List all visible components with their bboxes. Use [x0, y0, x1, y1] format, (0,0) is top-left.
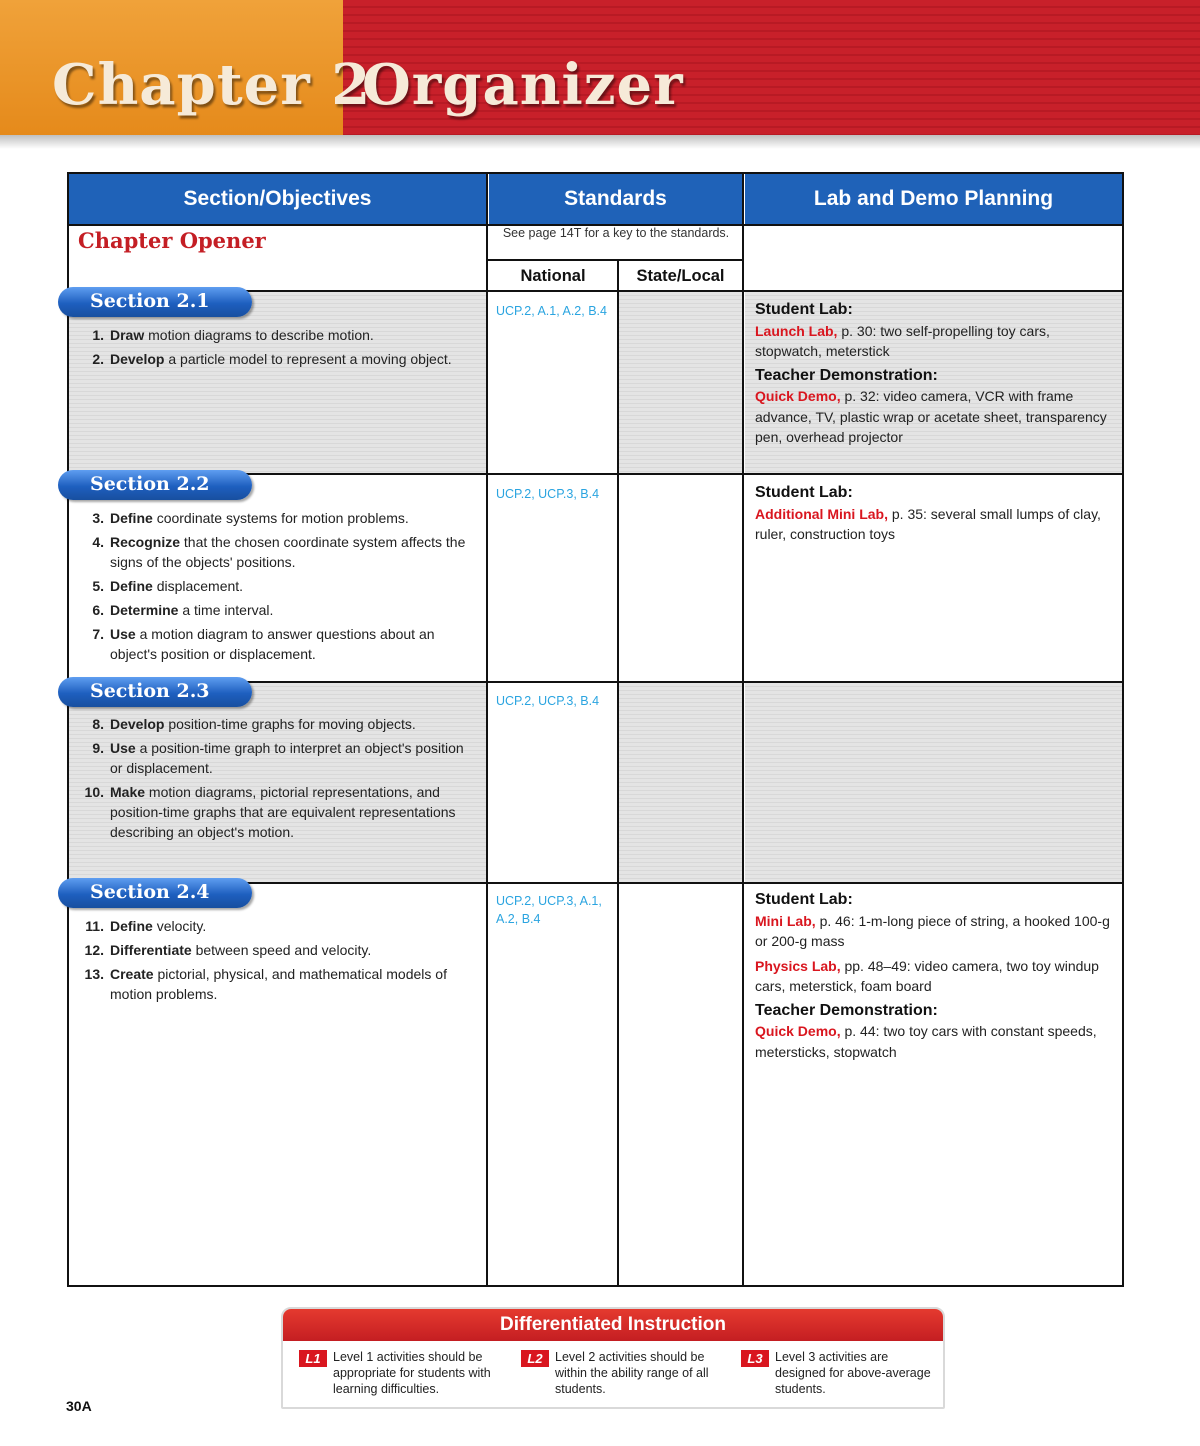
column-header-lab: Lab and Demo Planning	[745, 174, 1122, 224]
objective	[76, 940, 476, 960]
lab-heading: Student Lab:	[755, 301, 853, 318]
objective-verb: Define	[110, 578, 153, 594]
chapter-opener-label: Chapter Opener	[78, 228, 266, 253]
objective-number: 9.	[92, 740, 104, 756]
objective-text: a time interval.	[182, 602, 274, 618]
objective-verb: Define	[110, 510, 153, 526]
objective-text: a motion diagram to answer questions about an object's position or displacement.	[110, 626, 435, 662]
objective-number: 8.	[92, 716, 104, 732]
objective-text: between speed and velocity.	[195, 942, 372, 958]
lab-item	[755, 956, 1115, 997]
lab-text: p. 32: video camera, VCR with frame advance, TV, plastic wrap or acetate sheet, transparency pen, overhead projector	[755, 388, 1107, 445]
chapter-banner	[0, 0, 1200, 135]
lab-name: Quick Demo,	[755, 1023, 841, 1039]
level-3-badge: L3	[741, 1350, 769, 1367]
level-3-note	[741, 1349, 941, 1397]
objective-text: coordinate systems for motion problems.	[156, 510, 409, 526]
level-2-text: Level 2 activities should be within the ability range of all students.	[555, 1350, 709, 1396]
objective-verb: Develop	[110, 716, 165, 732]
objective-text: position-time graphs for moving objects.	[168, 716, 416, 732]
lab-item	[755, 321, 1115, 362]
objective-list	[76, 325, 476, 373]
objective-number: 5.	[92, 578, 104, 594]
differentiated-instruction-title: Differentiated Instruction	[283, 1309, 943, 1341]
objective-list	[76, 714, 476, 846]
subcolumn-national: National	[520, 266, 586, 285]
level-1-text: Level 1 activities should be appropriate for students with learning difficulties.	[333, 1350, 491, 1396]
national-standards: UCP.2, UCP.3, B.4	[496, 487, 600, 501]
subheader-divider	[488, 259, 743, 261]
objective-verb: Determine	[110, 602, 179, 618]
objective-text: pictorial, physical, and mathematical models of motion problems.	[110, 966, 447, 1002]
objective-number: 12.	[84, 942, 104, 958]
section-pill	[58, 470, 252, 500]
objective	[76, 600, 476, 620]
column-divider	[742, 172, 744, 1287]
column-header-section: Section/Objectives	[69, 174, 486, 224]
objective	[76, 624, 476, 664]
objective-number: 1.	[92, 327, 104, 343]
column-header-standards: Standards	[489, 174, 742, 224]
section-pill	[58, 677, 252, 707]
objective-number: 7.	[92, 626, 104, 642]
lab-text: p. 30: two self-propelling toy cars, stopwatch, meterstick	[755, 322, 1050, 359]
objective-text: a particle model to represent a moving object.	[168, 351, 452, 367]
subcolumn-divider	[617, 260, 619, 1287]
lab-name: Additional Mini Lab,	[755, 505, 888, 522]
lab-item	[755, 911, 1115, 952]
lab-heading: Teacher Demonstration:	[755, 366, 938, 384]
banner-title: Organizer	[362, 52, 684, 118]
national-standards: UCP.2, UCP.3, A.1, A.2, B.4	[496, 894, 602, 926]
national-standards: UCP.2, A.1, A.2, B.4	[496, 304, 607, 318]
lab-name: Mini Lab,	[755, 912, 816, 929]
lab-heading: Teacher Demonstration:	[755, 1001, 938, 1019]
objective-text: a position-time graph to interpret an object's position or displacement.	[110, 740, 464, 776]
objective-text: that the chosen coordinate system affects the signs of the objects' positions.	[110, 534, 466, 570]
objective	[76, 325, 476, 345]
objective-verb: Recognize	[110, 534, 181, 550]
level-1-badge: L1	[299, 1350, 327, 1367]
objective-verb: Differentiate	[110, 942, 192, 958]
objective-text: motion diagrams to describe motion.	[148, 327, 374, 343]
objective-verb: Use	[110, 740, 136, 756]
objective	[76, 714, 476, 734]
lab-name: Quick Demo,	[755, 388, 841, 404]
objective	[76, 576, 476, 596]
subcolumn-state-local: State/Local	[636, 266, 725, 285]
objective-text: displacement.	[156, 578, 244, 594]
lab-text: p. 35: several small lumps of clay, ruler, construction toys	[755, 505, 1101, 542]
objective-number: 2.	[92, 351, 104, 367]
standards-key-note: See page 14T for a key to the standards.	[502, 226, 730, 240]
objective	[76, 782, 476, 842]
section-label: Section 2.2	[90, 473, 210, 495]
national-standards: UCP.2, UCP.3, B.4	[496, 694, 600, 708]
objective	[76, 349, 476, 369]
objective-number: 3.	[92, 510, 104, 526]
objective-list	[76, 508, 476, 668]
banner-shadow	[0, 135, 1200, 149]
objective	[76, 964, 476, 1004]
column-divider	[486, 172, 488, 1287]
objective-verb: Make	[110, 784, 146, 800]
objective	[76, 738, 476, 778]
level-1-note	[299, 1349, 499, 1397]
section-label: Section 2.1	[90, 290, 210, 312]
lab-text: p. 46: 1-m-long piece of string, a hooked 100-g or 200-g mass	[755, 912, 1110, 949]
objective-number: 13.	[84, 966, 104, 982]
objective-number: 4.	[92, 534, 104, 550]
level-2-badge: L2	[521, 1350, 549, 1367]
objective-verb: Define	[110, 918, 153, 934]
lab-planning	[755, 479, 1115, 549]
lab-name: Physics Lab,	[755, 957, 841, 974]
level-2-note	[521, 1349, 721, 1397]
section-label: Section 2.4	[90, 881, 210, 903]
objective-number: 6.	[92, 602, 104, 618]
lab-text: p. 44: two toy cars with constant speeds, metersticks, stopwatch	[755, 1023, 1097, 1060]
objective-number: 11.	[85, 918, 104, 934]
lab-heading: Student Lab:	[755, 484, 853, 501]
objective-text: motion diagrams, pictorial representations, and position-time graphs that are equivalent representations describing an object's motion.	[110, 784, 456, 840]
section-label: Section 2.3	[90, 680, 210, 702]
section-pill	[58, 878, 252, 908]
lab-name: Launch Lab,	[755, 322, 838, 339]
objective-number: 10.	[84, 784, 104, 800]
lab-item	[755, 1021, 1115, 1062]
banner-chapter-label: Chapter 2	[52, 52, 372, 118]
section-pill	[58, 287, 252, 317]
lab-item	[755, 504, 1115, 545]
objective	[76, 532, 476, 572]
lab-planning	[755, 296, 1115, 452]
page-number: 30A	[66, 1398, 92, 1414]
objective	[76, 916, 476, 936]
lab-planning	[755, 886, 1115, 1066]
level-3-text: Level 3 activities are designed for above-average students.	[775, 1350, 931, 1396]
objective-verb: Create	[110, 966, 154, 982]
objective-verb: Draw	[110, 327, 145, 343]
objective-text: velocity.	[156, 918, 207, 934]
objective-verb: Use	[110, 626, 136, 642]
lab-heading: Student Lab:	[755, 891, 853, 908]
objective-list	[76, 916, 476, 1008]
differentiated-instruction-box	[281, 1307, 945, 1409]
objective-verb: Develop	[110, 351, 165, 367]
lab-item	[755, 386, 1115, 448]
objective	[76, 508, 476, 528]
lab-text: pp. 48–49: video camera, two toy windup cars, meterstick, foam board	[755, 957, 1099, 994]
